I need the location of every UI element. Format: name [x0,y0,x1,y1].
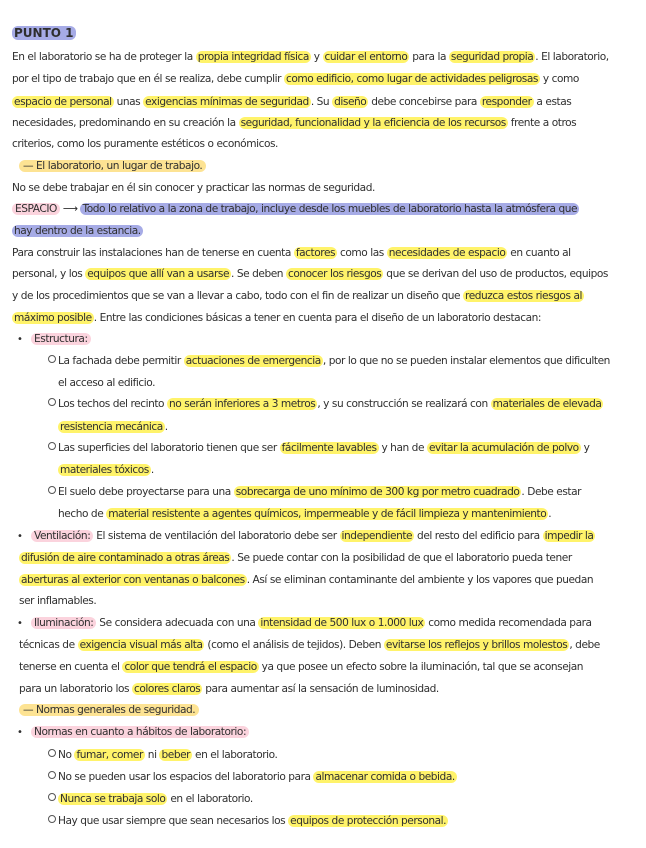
highlight-yellow: equipos de protección personal. [290,815,447,827]
text-line [12,308,541,329]
circle-bullet-icon [48,749,56,757]
highlight-blue: hay dentro de la estancia. [14,225,141,237]
text-segment: . [164,421,168,433]
text-line [48,789,253,810]
highlight-yellow: difusión de aire contaminado a otras áreas [21,552,230,564]
text-segment: En el laboratorio se ha de proteger la [12,51,196,63]
text-line [12,178,375,199]
highlight-yellow: materiales de elevada [492,398,602,410]
text-segment: criterios, como los puramente estéticos o económicos. [12,138,278,150]
text-line [12,134,278,155]
text-line [48,767,457,788]
circle-bullet-icon [48,793,56,801]
text-segment: . [150,464,154,476]
text-segment: La fachada debe permitir [58,355,184,367]
highlight-yellow: evitar la acumulación de polvo [428,442,579,454]
bullet-marker: • [17,727,23,738]
text-segment: para aumentar así la sensación de luminosidad. [202,683,439,695]
text-line [48,482,581,503]
text-segment: como medida recomendada para [425,617,592,629]
text-segment: técnicas de [19,639,78,651]
text-line [58,504,551,525]
text-segment: El suelo debe proyectarse para una [58,486,234,498]
text-segment: No se debe trabajar en él sin conocer y practicar las normas de seguridad. [12,182,375,194]
highlight-yellow: actuaciones de emergencia [185,355,321,367]
text-line [19,570,593,591]
circle-bullet-icon [48,442,56,450]
text-segment: en cuanto al [507,247,571,259]
highlight-yellow: no serán inferiores a 3 metros [169,398,316,410]
text-line [48,438,589,459]
text-segment: . Así se eliminan contaminante del ambiente y los vapores que puedan [246,574,594,586]
text-segment: Se considera adecuada con una [96,617,259,629]
highlight-yellow: beber [161,749,191,761]
text-segment: por el tipo de trabajo que en él se realiza, debe cumplir [12,73,284,85]
text-segment: en el laboratorio. [167,793,253,805]
highlight-yellow: sobrecarga de uno mínimo de 300 kg por metro cuadrado [235,486,520,498]
highlight-yellow: espacio de personal [14,96,112,108]
text-line [12,69,579,90]
highlight-yellow: exigencia visual más alta [79,639,203,651]
circle-bullet-icon [48,771,56,779]
highlight-orange: — El laboratorio, un lugar de trabajo. [19,160,206,172]
page-title [12,23,76,44]
highlight-yellow: fumar, comer [76,749,143,761]
text-line [19,548,572,569]
text-segment: necesidades, predominando en su creación la [12,117,239,129]
highlight-yellow: como edificio, como lugar de actividades peligrosas [285,73,538,85]
text-line [19,591,96,612]
highlight-yellow: equipos que allí van a usarse [87,268,230,280]
circle-bullet-icon [48,355,56,363]
text-line [12,221,143,242]
text-line [12,113,576,134]
text-segment: ya que posee un efecto sobre la iluminación, tal que se aconsejan [258,661,584,673]
text-line [31,613,592,634]
bullet-marker: • [17,334,23,345]
text-segment: del resto del edificio para [414,530,543,542]
text-segment: frente a otros [507,117,577,129]
highlight-yellow: exigencias mínimas de seguridad [145,96,309,108]
highlight-yellow: Nunca se trabaja solo [60,793,166,805]
highlight-orange: — Normas generales de seguridad. [19,704,199,716]
text-segment: Las superficies del laboratorio tienen que ser [58,442,280,454]
text-line [19,635,600,656]
text-segment: ⟶ [59,203,81,215]
text-segment: y [580,442,590,454]
highlight-yellow: seguridad propia [450,51,534,63]
text-line [58,460,154,481]
text-segment: (como el análisis de tejidos). Deben [204,639,384,651]
text-segment: Los techos del recinto [58,398,167,410]
circle-bullet-icon [48,815,56,823]
text-segment: para la [409,51,449,63]
circle-bullet-icon [48,486,56,494]
highlight-yellow: máximo posible [14,312,92,324]
text-line [48,811,448,832]
text-segment: y [310,51,323,63]
text-segment: y como [539,73,579,85]
text-segment: , y su construcción se realizará con [317,398,491,410]
highlight-yellow: independiente [341,530,413,542]
text-segment: en el laboratorio. [192,749,278,761]
text-segment: como las [337,247,387,259]
highlight-pink: Estructura: [31,333,91,345]
text-segment: , debe [569,639,600,651]
text-line [31,329,91,350]
highlight-yellow: impedir la [544,530,594,542]
text-segment: . El laboratorio, [535,51,609,63]
text-line [19,156,206,177]
text-line [31,526,595,547]
text-segment: ser inflamables. [19,595,97,607]
text-segment: debe concebirse para [368,96,480,108]
highlight-yellow: cuidar el entorno [324,51,408,63]
highlight-yellow: conocer los riesgos [287,268,382,280]
text-segment: , por lo que no se pueden instalar elementos que dificulten [322,355,610,367]
text-segment: que se derivan del uso de productos, equipos [383,268,608,280]
text-segment: . Su [310,96,333,108]
highlight-pink: Ventilación: [31,530,93,542]
highlight-yellow: resistencia mecánica [60,421,163,433]
text-line [12,92,571,113]
highlight-yellow: fácilmente lavables [281,442,377,454]
text-segment: a estas [533,96,572,108]
text-line [12,264,608,285]
highlight-yellow: color que tendrá el espacio [124,661,257,673]
text-line [19,679,439,700]
text-segment: . Se deben [231,268,286,280]
text-line [12,199,579,220]
text-line [48,351,610,372]
text-line [12,286,584,307]
highlight-pink: Iluminación: [31,617,96,629]
bullet-marker: • [17,531,23,542]
text-segment: . Se puede contar con la posibilidad de que el laboratorio pueda tener [231,552,572,564]
highlight-yellow: evitarse los reflejos y brillos molestos [385,639,568,651]
text-segment: . Entre las condiciones básicas a tener en cuenta para el diseño de un laboratorio destacan: [93,312,541,324]
highlight-yellow: reduzca estos riesgos al [465,290,582,302]
text-segment: ni [144,749,160,761]
text-segment: No se pueden usar los espacios del laboratorio para [58,771,314,783]
highlight-yellow: intensidad de 500 lux o 1.000 lux [260,617,424,629]
text-line [19,700,199,721]
highlight-yellow: factores [295,247,336,259]
text-line [12,243,571,264]
title-text: PUNTO 1 [14,26,74,40]
text-segment: . [548,508,552,520]
text-line [48,745,277,766]
text-segment: y de los procedimientos que se van a llevar a cabo, todo con el fin de realizar un diseño que [12,290,464,302]
text-line [31,722,249,743]
highlight-blue: Todo lo relativo a la zona de trabajo, incluye desde los muebles de laboratorio hasta la atmósfera que [82,203,578,215]
text-line [58,417,168,438]
highlight-pink: Normas en cuanto a hábitos de laboratorio: [31,726,249,738]
text-segment: Hay que usar siempre que sean necesarios los [58,815,289,827]
highlight-yellow: colores claros [134,683,201,695]
highlight-yellow: material resistente a agentes químicos, impermeable y de fácil limpieza y mantenimiento [108,508,547,520]
text-segment: No [58,749,75,761]
highlight-pink: ESPACIO [12,203,60,215]
text-segment: personal, y los [12,268,86,280]
highlight-yellow: diseño [334,96,367,108]
text-segment: para un laboratorio los [19,683,133,695]
highlight-yellow: necesidades de espacio [388,247,506,259]
text-line [58,373,155,394]
text-segment: unas [113,96,144,108]
highlight-yellow: propia integridad física [197,51,309,63]
highlight-yellow: almacenar comida o bebida. [315,771,455,783]
highlight-yellow: responder [481,96,532,108]
text-line [48,394,603,415]
text-segment: hecho de [58,508,107,520]
text-segment: tenerse en cuenta el [19,661,123,673]
highlight-yellow: aberturas al exterior con ventanas o balcones [21,574,245,586]
circle-bullet-icon [48,398,56,406]
text-segment: y han de [378,442,427,454]
text-segment: . Debe estar [521,486,582,498]
highlight-yellow: seguridad, funcionalidad y la eficiencia de los recursos [240,117,506,129]
highlight-yellow: materiales tóxicos [60,464,149,476]
text-segment: El sistema de ventilación del laboratorio debe ser [93,530,340,542]
bullet-marker: • [17,618,23,629]
text-segment: el acceso al edificio. [58,377,156,389]
text-segment: Para construir las instalaciones han de tenerse en cuenta [12,247,294,259]
text-line [19,657,583,678]
text-line [12,47,609,68]
